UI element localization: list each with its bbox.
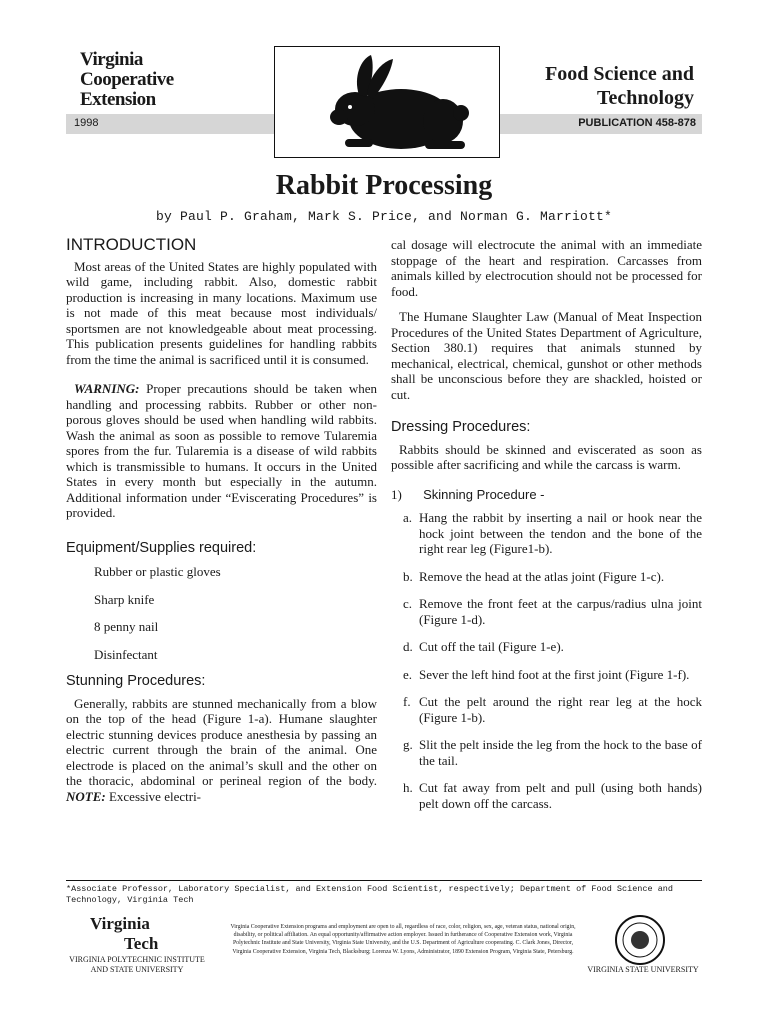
vce-logo-line: Virginia	[80, 49, 143, 70]
step-letter: a.	[403, 510, 413, 525]
skinning-steps-list	[391, 510, 702, 811]
step-text: Remove the front feet at the carpus/radius ulna joint (Figure 1-d).	[419, 596, 702, 627]
step-letter: e.	[403, 666, 413, 682]
supplies-list	[66, 564, 377, 662]
intro-paragraph: Most areas of the United States are highly populated with wild game, including rabbit. Also, domestic rabbit production is increasing in many locations. Maximum use is not made of this meat because most individuals/ sportsmen are not knowledgeable about meat processing. This publication presents guidelines for handling rabbits from the time the animal is sacrificed until it is consumed.	[66, 258, 377, 367]
note-label: NOTE:	[66, 788, 106, 804]
step-text: Slit the pelt inside the leg from the hock to the base of the tail.	[419, 737, 702, 768]
skinning-subheading	[391, 487, 702, 503]
series-title-line: Food Science and	[545, 63, 694, 85]
section-heading-introduction: INTRODUCTION	[66, 235, 197, 254]
section-heading-stunning: Stunning Procedures:	[66, 673, 206, 689]
list-item	[391, 694, 702, 725]
list-item: Sharp knife	[94, 591, 155, 607]
step-text: Remove the head at the atlas joint (Figure 1-c).	[419, 568, 665, 584]
vsu-institution-name: VIRGINIA STATE UNIVERSITY	[587, 965, 699, 974]
vt-name-line: VIRGINIA POLYTECHNIC INSTITUTE	[69, 955, 205, 964]
vt-institution-name	[66, 955, 208, 975]
list-item	[391, 667, 702, 683]
equal-opportunity-statement: Virginia Cooperative Extension programs and employment are open to all, regardless of race, color, religion, sex, age, veteran status, national origin, disability, or political affiliation. An equal opportunity/affirmative action employer. Issued in furtherance of Cooperative Extension work, Virginia Polytechnic Institute and State University, Virginia State University, and the U.S. Department of Agriculture cooperating. C. Clark Jones, Director, Virginia Cooperative Extension, Virginia Tech, Blacksburg; Lorenza W. Lyons, Administrator, 1890 Extension Program, Virginia State, Petersburg.	[230, 924, 576, 955]
year-banner	[66, 114, 274, 134]
warning-text: Proper precautions should be taken when handling and processing rabbits. Rubber or other non-porous gloves should be used when handling wild rabbits. Wash the animal as soon as possible to remove Tularemia spores from the fur. Tularemia is a disease of wild rabbits which is transmissible to humans. It occurs in the United States in every month but especially in the autumn. Additional information under “Eviscerating Procedures” is provided.	[66, 381, 377, 520]
step-text: Hang the rabbit by inserting a nail or hook near the hock joint between the tendon and the bone of the right rear leg (Figure1-b).	[419, 510, 702, 556]
document-title: Rabbit Processing	[275, 170, 493, 201]
section-heading-dressing: Dressing Procedures:	[391, 419, 531, 435]
right-column	[391, 237, 702, 823]
author-footnote: *Associate Professor, Laboratory Specialist, and Extension Food Scientist, respectively; Department of Food Science and Technology, Virginia Tech	[66, 884, 673, 905]
virginia-tech-logo	[90, 914, 158, 954]
series-title	[545, 62, 694, 110]
step-letter: g.	[403, 737, 413, 752]
list-item	[391, 737, 702, 768]
left-column	[66, 237, 377, 804]
list-item	[391, 510, 702, 557]
list-item: 8 penny nail	[94, 619, 159, 634]
continued-paragraph: cal dosage will electrocute the animal with an immediate stoppage of the heart and respiration. Carcasses from animals killed by electrocution should not be processed for food.	[391, 237, 702, 299]
step-letter: b.	[403, 568, 413, 584]
vt-name-line: AND STATE UNIVERSITY	[90, 965, 184, 974]
skinning-number: 1)	[391, 486, 402, 502]
step-letter: h.	[403, 780, 413, 795]
skinning-heading: Skinning Procedure -	[423, 486, 545, 502]
note-text: Excessive electri-	[105, 788, 202, 804]
publication-year: 1998	[74, 117, 99, 129]
vce-logo-line: Cooperative	[80, 69, 174, 90]
vce-logo-line: Extension	[80, 89, 156, 110]
publication-banner	[500, 114, 702, 134]
dressing-paragraph: Rabbits should be skinned and eviscerated as soon as possible after sacrificing and while the carcass is warm.	[391, 441, 702, 472]
stunning-text: Generally, rabbits are stunned mechanically from a blow on the top of the head (Figure 1-a). Humane slaughter electric stunning devices produce anesthesia by passing an electric current through the brain of the animal. One electrode is placed on the animal’s skull and the other on the thoracic, abdominal or perineal region of the body.	[66, 695, 377, 788]
step-letter: c.	[403, 596, 413, 611]
list-item	[391, 596, 702, 627]
list-item	[391, 569, 702, 585]
rabbit-silhouette-image	[274, 46, 500, 158]
vt-logo-line: Virginia	[90, 914, 150, 933]
step-text: Cut fat away from pelt and pull (using both hands) pelt down off the carcass.	[419, 780, 702, 811]
step-text: Cut the pelt around the right rear leg at the hock (Figure 1-b).	[419, 694, 702, 725]
step-text: Cut off the tail (Figure 1-e).	[419, 639, 564, 654]
step-letter: d.	[403, 639, 413, 654]
vce-logo	[80, 50, 174, 110]
step-text: Sever the left hind foot at the first joint (Figure 1-f).	[419, 666, 690, 682]
step-letter: f.	[403, 694, 411, 709]
list-item: Rubber or plastic gloves	[94, 564, 221, 579]
stunning-paragraph	[66, 696, 377, 805]
warning-paragraph	[66, 381, 377, 521]
publication-number: PUBLICATION 458-878	[578, 117, 696, 129]
section-heading-equipment: Equipment/Supplies required:	[66, 539, 257, 556]
vsu-seal-icon	[614, 914, 666, 966]
byline: by Paul P. Graham, Mark S. Price, and Norman G. Marriott*	[155, 209, 613, 224]
list-item	[391, 780, 702, 811]
series-title-line: Technology	[596, 87, 694, 109]
list-item: Disinfectant	[94, 646, 158, 662]
footer-divider	[66, 880, 702, 881]
rabbit-icon	[275, 47, 498, 156]
list-item	[391, 639, 702, 655]
warning-label: WARNING:	[74, 381, 140, 396]
vt-logo-line: Tech	[124, 934, 159, 953]
humane-slaughter-paragraph: The Humane Slaughter Law (Manual of Meat Inspection Procedures of the United States Department of Agriculture, Section 380.1) requires that animals stunned by mechanical, electrical, chemical, gunshot or other methods shall be unconscious before they are shackled, hoisted or cut.	[391, 309, 702, 402]
